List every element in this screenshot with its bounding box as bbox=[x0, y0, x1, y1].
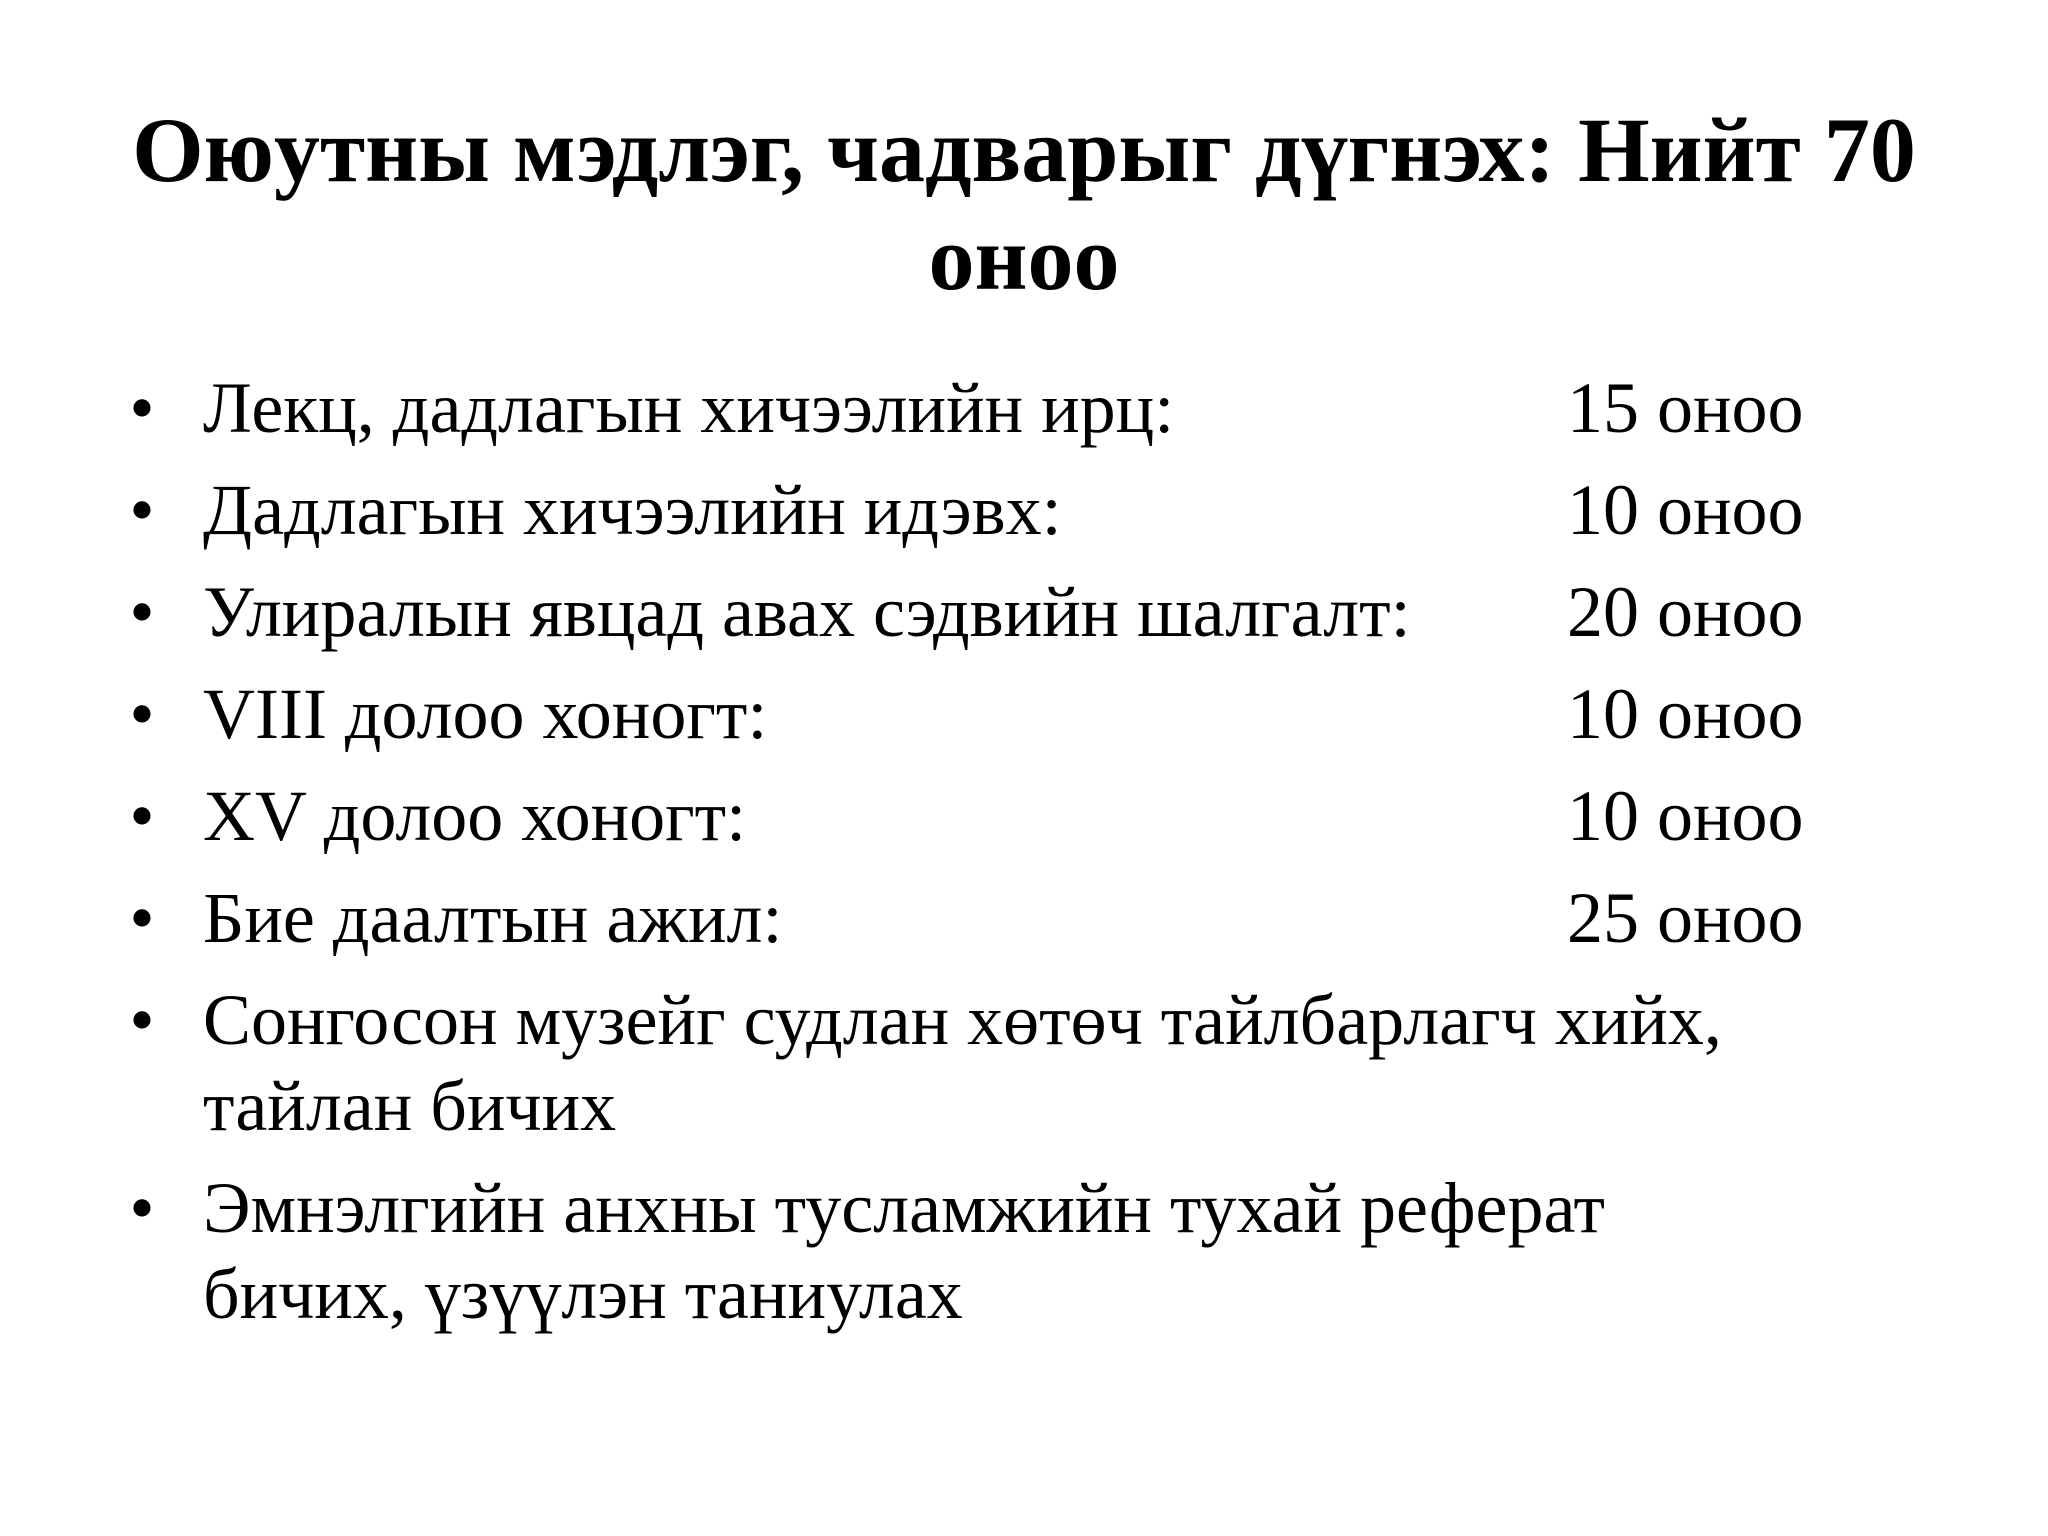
note-text bbox=[203, 1165, 1923, 1337]
list-item bbox=[110, 671, 1910, 757]
bullet-icon: • bbox=[129, 368, 155, 448]
bullet-icon: • bbox=[129, 878, 155, 958]
item-label: Лекц, дадлагын хичээлийн ирц: bbox=[203, 368, 1175, 448]
note-line-2: бичих, үзүүлэн таниулах bbox=[203, 1254, 963, 1334]
list-item bbox=[110, 875, 1910, 961]
slide-title bbox=[100, 96, 1948, 312]
list-item-note bbox=[110, 977, 1910, 1149]
list-item bbox=[110, 467, 1910, 553]
item-points: 15 оноо bbox=[1567, 368, 1804, 448]
item-points: 10 оноо bbox=[1567, 674, 1804, 754]
bullet-icon: • bbox=[129, 674, 155, 754]
list-item bbox=[110, 365, 1910, 451]
item-points: 25 оноо bbox=[1567, 878, 1804, 958]
note-line-1: Сонгосон музейг судлан хөтөч тайлбарлагч хийх, bbox=[203, 980, 1722, 1060]
item-points: 10 оноо bbox=[1567, 470, 1804, 550]
item-points: 10 оноо bbox=[1567, 776, 1804, 856]
item-label: Дадлагын хичээлийн идэвх: bbox=[203, 470, 1062, 550]
bullet-icon: • bbox=[129, 572, 155, 652]
note-line-1: Эмнэлгийн анхны тусламжийн тухай реферат bbox=[203, 1168, 1605, 1248]
list-item-note bbox=[110, 1165, 1910, 1337]
item-label: XV долоо хоногт: bbox=[203, 776, 747, 856]
list-item bbox=[110, 773, 1910, 859]
bullet-icon: • bbox=[129, 776, 155, 856]
item-label: Улиралын явцад авах сэдвийн шалгалт: bbox=[203, 572, 1411, 652]
bullet-icon: • bbox=[129, 1168, 155, 1248]
item-points: 20 оноо bbox=[1567, 572, 1804, 652]
item-label: VIII долоо хоногт: bbox=[203, 674, 768, 754]
bullet-icon: • bbox=[129, 470, 155, 550]
note-line-2: тайлан бичих bbox=[203, 1066, 617, 1146]
list-item bbox=[110, 569, 1910, 655]
slide-title-line-1: Оюутны мэдлэг, чадварыг дүгнэх: Нийт 70 bbox=[132, 99, 1916, 201]
bullet-icon: • bbox=[129, 980, 155, 1060]
note-text bbox=[203, 977, 1923, 1149]
assessment-list bbox=[110, 365, 1910, 1353]
item-label: Бие даалтын ажил: bbox=[203, 878, 783, 958]
slide-title-line-2: оноо bbox=[928, 207, 1120, 309]
